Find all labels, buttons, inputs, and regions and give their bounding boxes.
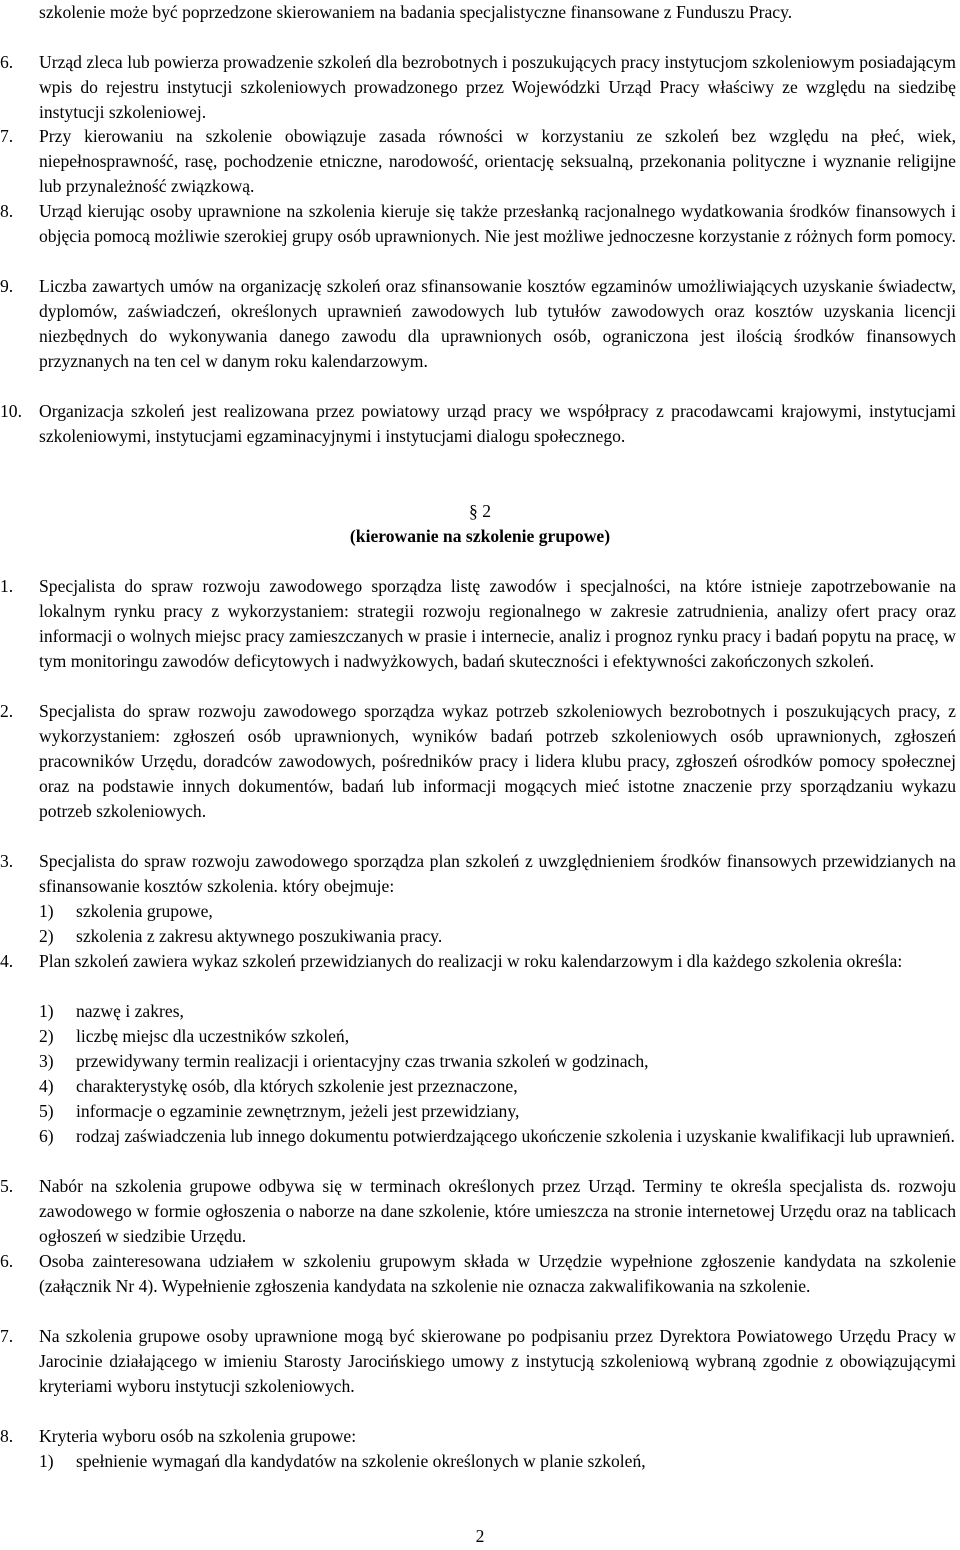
- paragraph-text: Nabór na szkolenia grupowe odbywa się w terminach określonych przez Urząd. Terminy te określa specjalista ds. rozwoju zawodowego w formie ogłoszenia o naborze na dane szkolenie, które umieszcza na stronie internetowej Urzędu oraz na tablicach ogłoszeń w siedzibie Urzędu.: [39, 1176, 956, 1247]
- list-item-text: liczbę miejsc dla uczestników szkoleń,: [76, 1026, 350, 1046]
- paragraph-text: Osoba zainteresowana udziałem w szkoleniu grupowym składa w Urzędzie wypełnione zgłoszenie kandydata na szkolenie (załącznik Nr 4). Wypełnienie zgłoszenia kandydata na szkolenie nie oznacza zakwalifikowania na szkolenie.: [39, 1251, 956, 1297]
- list-item: [0, 1099, 960, 1124]
- paragraph-number: 8.: [0, 1426, 14, 1446]
- list-item-text: rodzaj zaświadczenia lub innego dokumentu potwierdzającego ukończenie szkolenia i uzyskanie kwalifikacji lub uprawnień.: [76, 1126, 955, 1146]
- paragraph-10: [0, 399, 960, 449]
- list-item: [0, 999, 960, 1024]
- list-item: [0, 1024, 960, 1049]
- section-paragraph-2: [0, 699, 960, 824]
- paragraph-number: 9.: [0, 276, 14, 296]
- list-item-number: 6): [39, 1126, 54, 1146]
- list-item: [0, 899, 960, 924]
- list-item-number: 2): [39, 926, 54, 946]
- section-paragraph-5: [0, 1174, 960, 1249]
- paragraph-text: Urząd kierując osoby uprawnione na szkolenia kieruje się także przesłanką racjonalnego wydatkowania środków finansowych i objęcia pomocą możliwie szerokiej grupy osób uprawnionych. Nie jest możliwe jednoczesne korzystanie z różnych form pomocy.: [39, 201, 956, 247]
- paragraph-text: Liczba zawartych umów na organizację szkoleń oraz sfinansowanie kosztów egzaminów umożliwiających uzyskanie świadectw, dyplomów, zaświadczeń, określonych uprawnień zawodowych lub tytułów zawodowych oraz kosztów uzyskania licencji niezbędnych do wykonywania danego zawodu dla uprawnionych osób, ograniczona jest ilością środków finansowych przyznanych na ten cel w danym roku kalendarzowym.: [39, 276, 956, 372]
- section-paragraph-7: [0, 1324, 960, 1399]
- paragraph-9: [0, 274, 960, 374]
- page-number: 2: [475, 1526, 485, 1546]
- paragraph-number: 5.: [0, 1176, 14, 1196]
- list-item-number: 3): [39, 1051, 54, 1071]
- paragraph-8: [0, 199, 960, 249]
- section-paragraph-1: [0, 574, 960, 674]
- paragraph-6: [0, 50, 960, 125]
- list-item-text: spełnienie wymagań dla kandydatów na szkolenie określonych w planie szkoleń,: [76, 1451, 646, 1471]
- paragraph-number: 3.: [0, 851, 14, 871]
- paragraph-text: Specjalista do spraw rozwoju zawodowego sporządza listę zawodów i specjalności, na które istnieje zapotrzebowanie na lokalnym rynku pracy z wykorzystaniem: strategii rozwoju regionalnego w zakresie zatrudnienia, analizy ofert pracy oraz informacji o wolnych miejsc pracy zamieszczanych w prasie i internecie, analiz i prognoz rynku pracy i badań popytu na pracę, w tym monitoringu zawodów deficytowych i nadwyżkowych, badań skuteczności i efektywności zakończonych szkoleń.: [39, 576, 956, 672]
- section-paragraph-3: [0, 849, 960, 899]
- list-item-text: przewidywany termin realizacji i orientacyjny czas trwania szkoleń w godzinach,: [76, 1051, 649, 1071]
- paragraph-number: 10.: [0, 401, 22, 421]
- paragraph-number: 4.: [0, 951, 14, 971]
- list-item-number: 5): [39, 1101, 54, 1121]
- list-item-number: 1): [39, 1451, 54, 1471]
- paragraph-number: 7.: [0, 1326, 14, 1346]
- list-item-number: 1): [39, 1001, 54, 1021]
- list-item-text: szkolenia grupowe,: [76, 901, 213, 921]
- section-paragraph-6: [0, 1249, 960, 1299]
- paragraph-number: 6.: [0, 52, 14, 72]
- section-title: (kierowanie na szkolenie grupowe): [349, 526, 611, 546]
- paragraph-number: 6.: [0, 1251, 14, 1271]
- list-item-text: nazwę i zakres,: [76, 1001, 184, 1021]
- section-paragraph-8: [0, 1424, 960, 1449]
- list-item-text: informacje o egzaminie zewnętrznym, jeżeli jest przewidziany,: [76, 1101, 520, 1121]
- paragraph-text: Specjalista do spraw rozwoju zawodowego sporządza wykaz potrzeb szkoleniowych bezrobotnych i poszukujących pracy, z wykorzystaniem: zgłoszeń osób uprawnionych, wyników badań potrzeb szkoleniowych osób uprawnionych, zgłoszeń pracowników Urzędu, doradców zawodowych, pośredników pracy i lidera klubu pracy, zgłoszeń ośrodków pomocy społecznej oraz na podstawie innych dokumentów, badań lub informacji mogących mieć istotne znaczenie przy sporządzaniu wykazu potrzeb szkoleniowych.: [39, 701, 956, 822]
- paragraph-text: Plan szkoleń zawiera wykaz szkoleń przewidzianych do realizacji w roku kalendarzowym i dla każdego szkolenia określa:: [39, 951, 903, 971]
- list-item-number: 4): [39, 1076, 54, 1096]
- list-item-text: szkolenia z zakresu aktywnego poszukiwania pracy.: [76, 926, 443, 946]
- continued-paragraph: szkolenie może być poprzedzone skierowaniem na badania specjalistyczne finansowane z Funduszu Pracy.: [39, 2, 793, 22]
- list-item: [0, 924, 960, 949]
- paragraph-text: Organizacja szkoleń jest realizowana przez powiatowy urząd pracy we współpracy z pracodawcami krajowymi, instytucjami szkoleniowymi, instytucjami egzaminacyjnymi i instytucjami dialogu społecznego.: [39, 401, 956, 447]
- list-item: [0, 1049, 960, 1074]
- paragraph-number: 7.: [0, 126, 14, 146]
- paragraph-number: 8.: [0, 201, 14, 221]
- paragraph-number: 2.: [0, 701, 14, 721]
- list-item-text: charakterystykę osób, dla których szkolenie jest przeznaczone,: [76, 1076, 518, 1096]
- paragraph-text: Kryteria wyboru osób na szkolenia grupowe:: [39, 1426, 357, 1446]
- list-item-number: 2): [39, 1026, 54, 1046]
- paragraph-text: Na szkolenia grupowe osoby uprawnione mogą być skierowane po podpisaniu przez Dyrektora Powiatowego Urzędu Pracy w Jarocinie działającego w imieniu Starosty Jarocińskiego umowy z instytucją szkoleniową wybraną zgodnie z obowiązującymi kryteriami wyboru instytucji szkoleniowych.: [39, 1326, 956, 1397]
- list-item-number: 1): [39, 901, 54, 921]
- paragraph-text: Specjalista do spraw rozwoju zawodowego sporządza plan szkoleń z uwzględnieniem środków finansowych przewidzianych na sfinansowanie kosztów szkolenia. który obejmuje:: [39, 851, 956, 897]
- paragraph-7: [0, 124, 960, 199]
- list-item: [0, 1074, 960, 1099]
- paragraph-text: Przy kierowaniu na szkolenie obowiązuje zasada równości w korzystaniu ze szkoleń bez względu na płeć, wiek, niepełnosprawność, rasę, pochodzenie etniczne, narodowość, orientację seksualną, przekonania polityczne i wyznanie religijne lub przynależność związkową.: [39, 126, 956, 197]
- section-paragraph-4: [0, 949, 960, 974]
- paragraph-number: 1.: [0, 576, 14, 596]
- list-item: [0, 1124, 960, 1149]
- list-item: [0, 1449, 960, 1474]
- paragraph-text: Urząd zleca lub powierza prowadzenie szkoleń dla bezrobotnych i poszukujących pracy instytucjom szkoleniowym posiadającym wpis do rejestru instytucji szkoleniowych prowadzonego przez Wojewódzki Urząd Pracy właściwy ze względu na siedzibę instytucji szkoleniowej.: [39, 52, 956, 123]
- section-mark: § 2: [469, 501, 491, 521]
